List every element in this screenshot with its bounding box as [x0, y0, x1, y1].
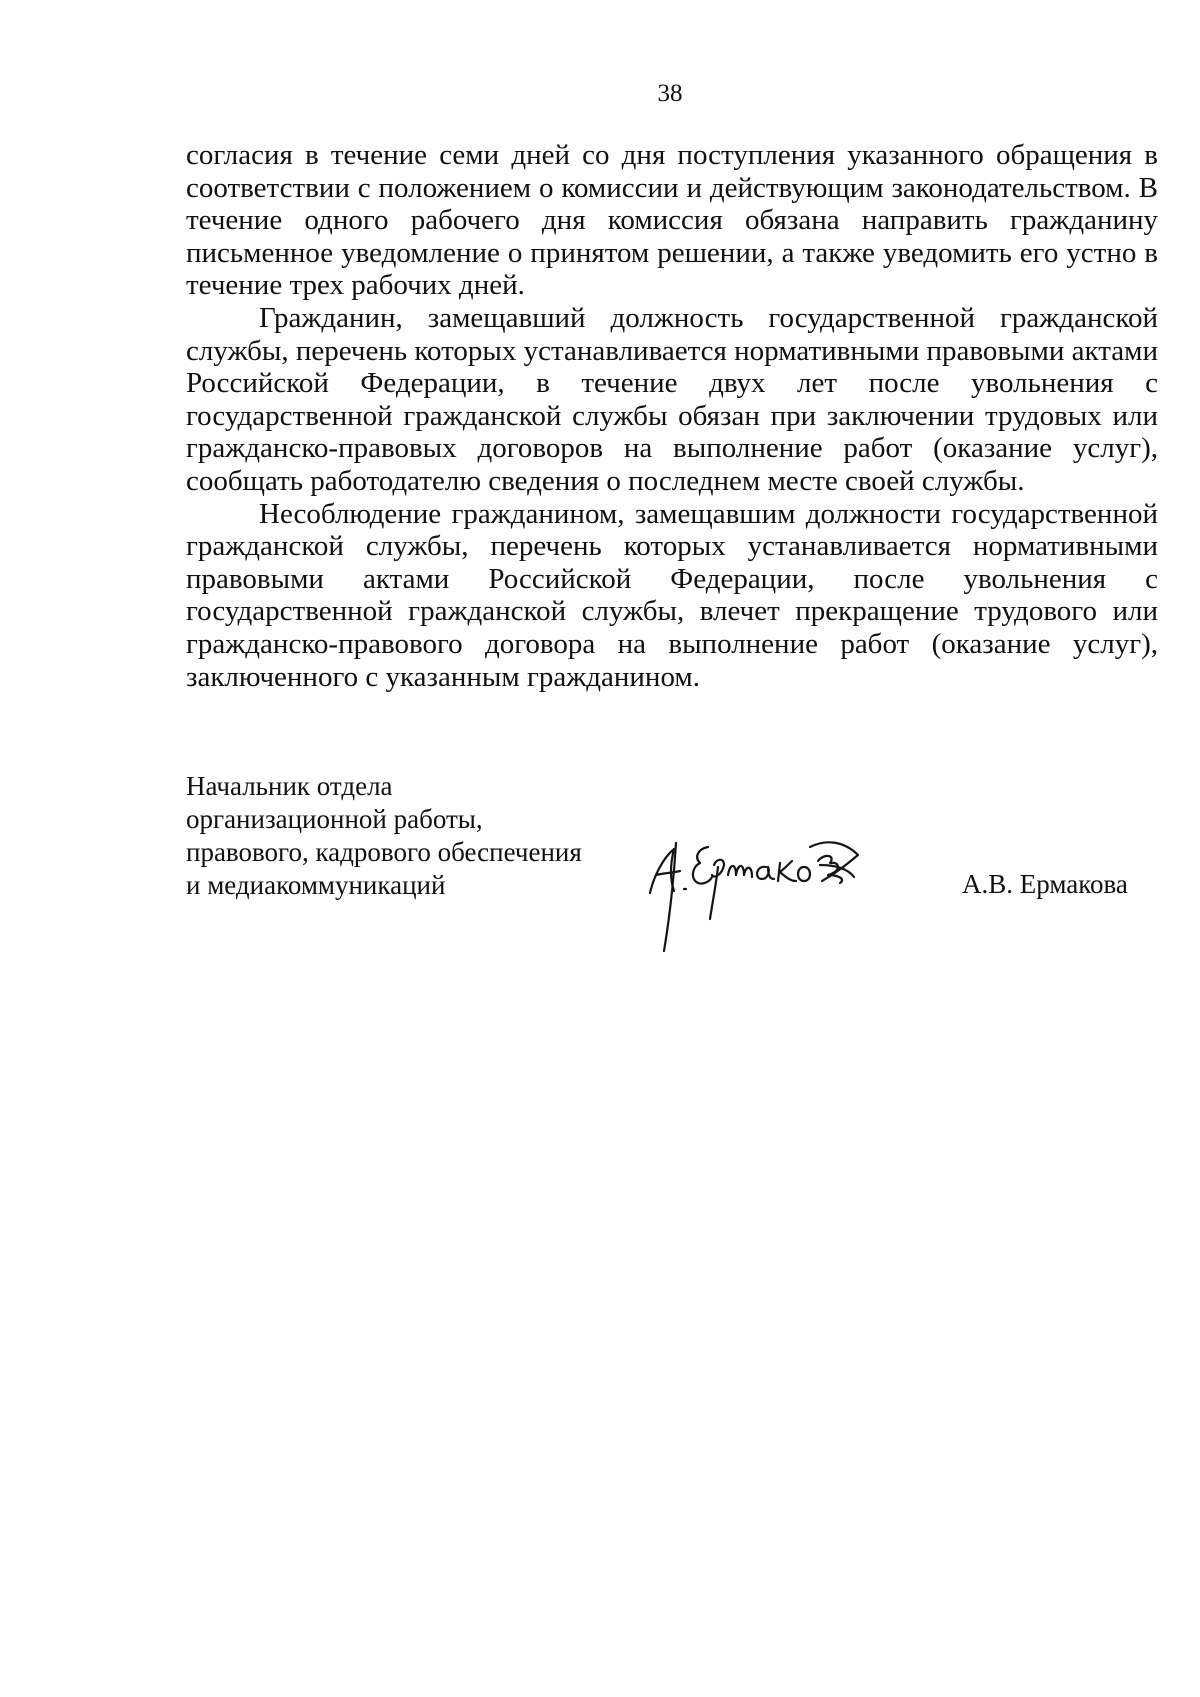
- position-line: организационной работы,: [186, 804, 483, 834]
- paragraph-citizen-obligation: Гражданин, замещавший должность государственной гражданской службы, перечень которых устанавливается нормативными правовыми актами Российской Федерации, в течение двух лет после увольнения с государственной гражданской службы обязан при заключении трудовых или гражданско-правовых договоров на выполнение работ (оказание услуг), сообщать работодателю сведения о последнем месте своей службы.: [186, 301, 1159, 497]
- paragraph-noncompliance: Несоблюдение гражданином, замещавшим должности государственной гражданской службы, перечень которых устанавливается нормативными правовыми актами Российской Федерации, после увольнения с государственной гражданской службы, влечет прекращение трудового или гражданско-правового договора на выполнение работ (оказание услуг), заключенного с указанным гражданином.: [186, 497, 1158, 693]
- paragraph-continuation: согласия в течение семи дней со дня поступления указанного обращения в соответствии с положением о комиссии и действующим законодательством. В течение одного рабочего дня комиссия обязана направить гражданину письменное уведомление о принятом решении, а также уведомить его устно в течение трех рабочих дней.: [186, 139, 1158, 302]
- page-number: 38: [657, 80, 683, 107]
- position-line: правового, кадрового обеспечения: [186, 837, 582, 867]
- position-line: и медиакоммуникаций: [186, 870, 446, 900]
- document-body: [186, 139, 1158, 693]
- signer-name: А.В. Ермакова: [962, 869, 1128, 899]
- signatory-position: [186, 770, 582, 902]
- handwritten-signature: [640, 835, 880, 955]
- position-line: Начальник отдела: [186, 771, 393, 801]
